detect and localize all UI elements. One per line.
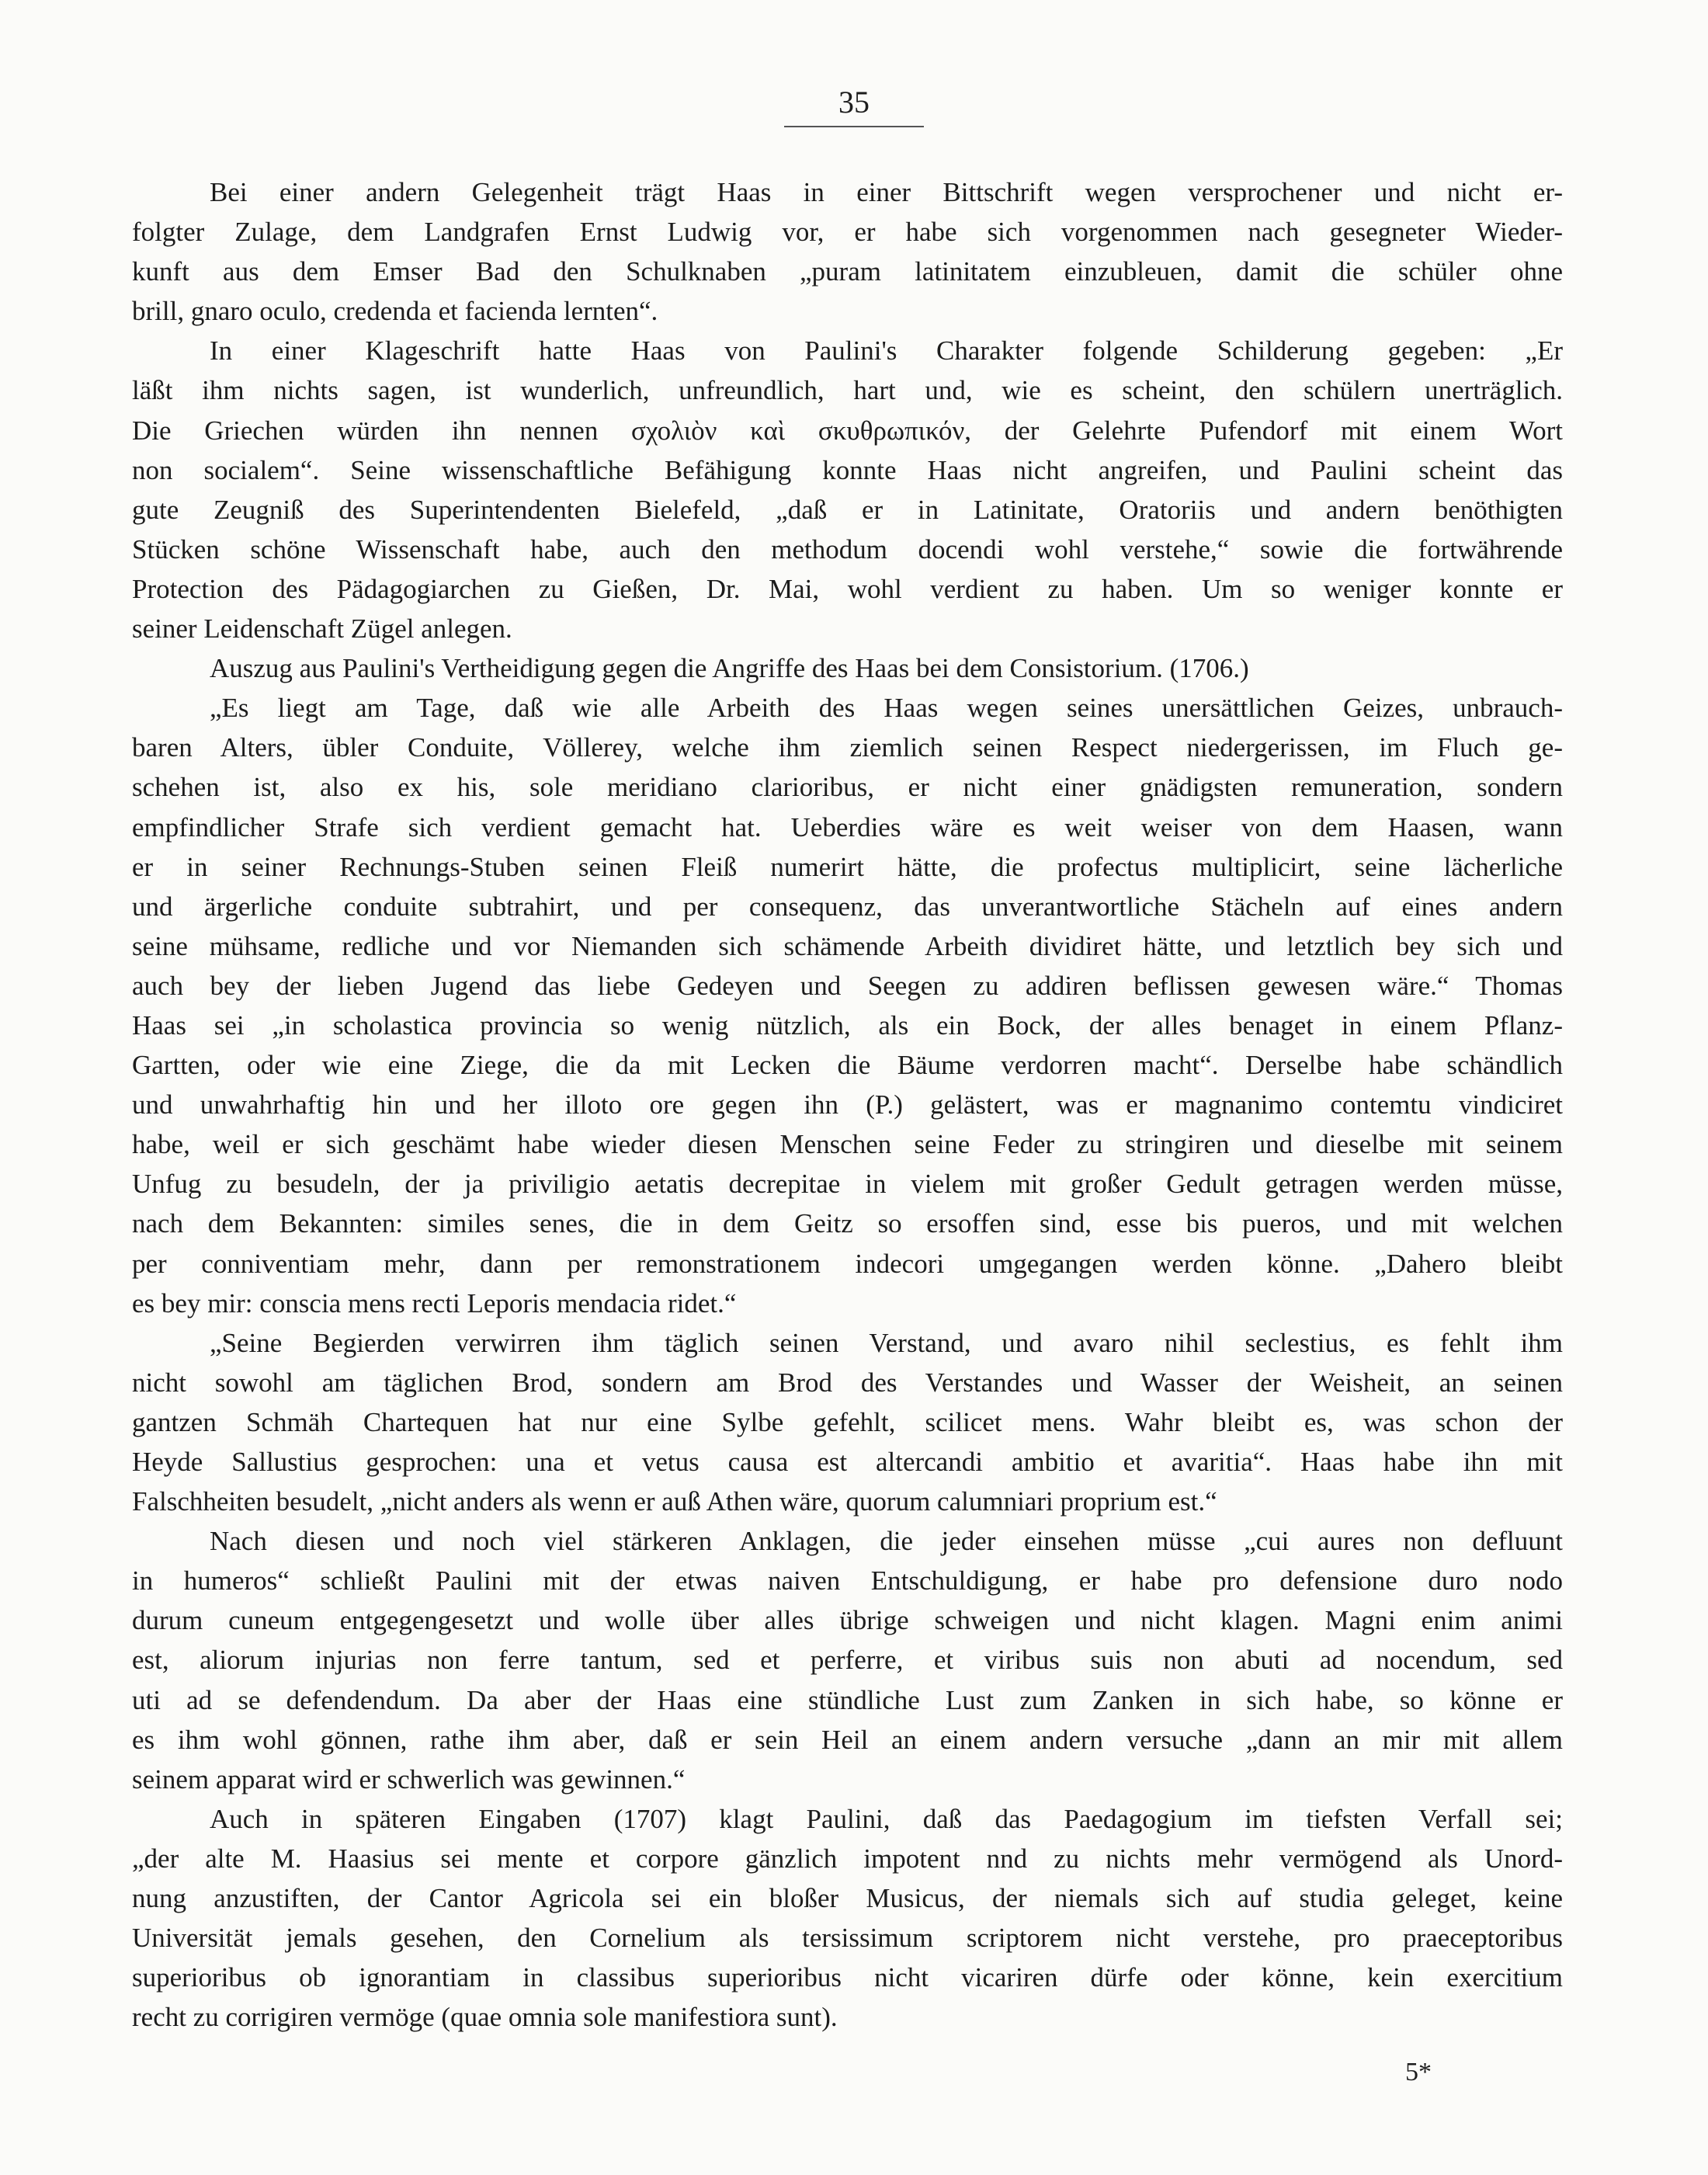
text-line: in humeros“ schließt Paulini mit der etwas naiven Entschuldigung, er habe pro defensione duro nodo [132,1565,1563,1597]
paragraph [132,172,1563,331]
text-line: „Es liegt am Tage, daß wie alle Arbeith des Haas wegen seines unersättlichen Geizes, unbrauch- [210,693,1563,724]
text-line: empfindlicher Strafe sich verdient gemacht hat. Ueberdies wäre es weit weiser von dem Haasen, wann [132,811,1563,843]
text-line: und unwahrhaftig hin und her illoto ore gegen ihn (P.) gelästert, was er magnanimo contemtu vindiciret [132,1089,1563,1121]
text-line: läßt ihm nichts sagen, ist wunderlich, unfreundlich, hart und, wie es scheint, den schülern unerträglich. [132,375,1563,406]
text-line: Die Griechen würden ihn nennen σχολιὸν καὶ σκυθρωπικόν, der Gelehrte Pufendorf mit einem Wort [132,415,1563,446]
text-line: Stücken schöne Wissenschaft habe, auch den methodum docendi wohl verstehe,“ sowie die fortwährende [132,533,1563,565]
text-line: seinem apparat wird er schwerlich was gewinnen.“ [132,1763,686,1795]
text-line: per conniventiam mehr, dann per remonstrationem indecori umgegangen werden könne. „Dahero bleibt [132,1248,1563,1279]
text-line: Auszug aus Paulini's Vertheidigung gegen die Angriffe des Haas bei dem Consistorium. (1706.) [210,653,1249,684]
paragraph [132,331,1563,648]
text-line: folgter Zulage, dem Landgrafen Ernst Ludwig vor, er habe sich vorgenommen nach gesegneter Wieder- [132,217,1563,248]
paragraph [132,688,1563,1323]
text-line: Bei einer andern Gelegenheit trägt Haas in einer Bittschrift wegen versprochener und nicht er- [210,177,1563,207]
text-line: es ihm wohl gönnen, rathe ihm aber, daß er sein Heil an einem andern versuche „dann an mir mit allem [132,1724,1563,1755]
header-rule [784,126,924,127]
text-line: Nach diesen und noch viel stärkeren Anklagen, die jeder einsehen müsse „cui aures non defluunt [210,1526,1563,1557]
paragraph [132,1521,1563,1799]
text-line: habe, weil er sich geschämt habe wieder diesen Menschen seine Feder zu stringiren und dieselbe mit seinem [132,1129,1563,1160]
text-line: seine mühsame, redliche und vor Niemanden sich schämende Arbeith dividiret hätte, und letztlich bey sich und [132,930,1563,961]
text-line: auch bey der lieben Jugend das liebe Gedeyen und Seegen zu addiren beflissen gewesen wäre.“ Thomas [132,970,1563,1001]
text-line: baren Alters, übler Conduite, Völlerey, welche ihm ziemlich seinen Respect niedergerissen, im Fluch ge- [132,732,1563,763]
text-line: „der alte M. Haasius sei mente et corpore gänzlich impotent nnd zu nichts mehr vermögend als Unord- [132,1843,1563,1874]
text-line: non socialem“. Seine wissenschaftliche Befähigung konnte Haas nicht angreifen, und Paulini scheint das [132,454,1563,485]
text-line: er in seiner Rechnungs-Stuben seinen Fleiß numerirt hätte, die profectus multiplicirt, seine lächerliche [132,851,1563,882]
text-line: nicht sowohl am täglichen Brod, sondern am Brod des Verstandes und Wasser der Weisheit, an seinen [132,1367,1563,1398]
text-line: brill, gnaro oculo, credenda et facienda lernten“. [132,296,658,327]
text-line: uti ad se defendendum. Da aber der Haas eine stündliche Lust zum Zanken in sich habe, so könne er [132,1684,1563,1715]
paragraph [132,1323,1563,1521]
text-line: Universität jemals gesehen, den Cornelium als tersissimum scriptorem nicht verstehe, pro praeceptoribus [132,1923,1563,1954]
text-line: superioribus ob ignorantiam in classibus superioribus nicht vicariren dürfe oder könne, kein exercitium [132,1962,1563,1993]
text-line: Haas sei „in scholastica provincia so wenig nützlich, als ein Bock, der alles benaget in einem Pflanz- [132,1009,1563,1041]
text-line: recht zu corrigiren vermöge (quae omnia sole manifestiora sunt). [132,2002,838,2033]
text-line: Falschheiten besudelt, „nicht anders als wenn er auß Athen wäre, quorum calumniari proprium est.“ [132,1486,1217,1517]
text-line: kunft aus dem Emser Bad den Schulknaben „puram latinitatem einzubleuen, damit die schüler ohne [132,256,1563,287]
text-line: gute Zeugniß des Superintendenten Bielefeld, „daß er in Latinitate, Oratoriis und andern benöthigten [132,494,1563,525]
text-line: nach dem Bekannten: similes senes, die in dem Geitz so ersoffen sind, esse bis pueros, und mit welchen [132,1208,1563,1239]
text-line: In einer Klageschrift hatte Haas von Paulini's Charakter folgende Schilderung gegeben: „Er [210,335,1563,367]
text-line: „Seine Begierden verwirren ihm täglich seinen Verstand, und avaro nihil seclestius, es fehlt ihm [210,1327,1563,1358]
text-line: und ärgerliche conduite subtrahirt, und per consequenz, das unverantwortliche Stächeln auf eines andern [132,891,1563,922]
text-line: es bey mir: conscia mens recti Leporis mendacia ridet.“ [132,1287,737,1319]
body-text [132,172,1563,2037]
page-number: 35 [838,85,870,120]
paragraph [132,648,1563,688]
text-line: Auch in späteren Eingaben (1707) klagt Paulini, daß das Paedagogium im tiefsten Verfall sei; [210,1803,1563,1834]
text-line: seiner Leidenschaft Zügel anlegen. [132,613,512,645]
text-line: Gartten, oder wie eine Ziege, die da mit Lecken die Bäume verdorren macht“. Derselbe habe schändlich [132,1050,1563,1081]
text-line: gantzen Schmäh Chartequen hat nur eine Sylbe gefehlt, scilicet mens. Wahr bleibt es, was schon der [132,1406,1563,1437]
text-line: schehen ist, also ex his, sole meridiano clarioribus, er nicht einer gnädigsten remuneration, sondern [132,772,1563,803]
signature-mark: 5* [1405,2058,1432,2086]
paragraph [132,1799,1563,2038]
text-line: Heyde Sallustius gesprochen: una et vetus causa est altercandi ambitio et avaritia“. Haas habe ihn mit [132,1447,1563,1477]
text-line: Unfug zu besudeln, der ja priviligio aetatis decrepitae in vielem mit großer Gedult getragen werden müsse, [132,1169,1563,1200]
text-line: Protection des Pädagogiarchen zu Gießen, Dr. Mai, wohl verdient zu haben. Um so weniger konnte er [132,573,1563,604]
text-line: nung anzustiften, der Cantor Agricola sei ein bloßer Musicus, der niemals sich auf studia geleget, keine [132,1883,1563,1914]
text-line: durum cuneum entgegengesetzt und wolle über alles übrige schweigen und nicht klagen. Magni enim animi [132,1605,1563,1636]
text-line: est, aliorum injurias non ferre tantum, sed et perferre, et viribus suis non abuti ad nocendum, sed [132,1645,1563,1676]
